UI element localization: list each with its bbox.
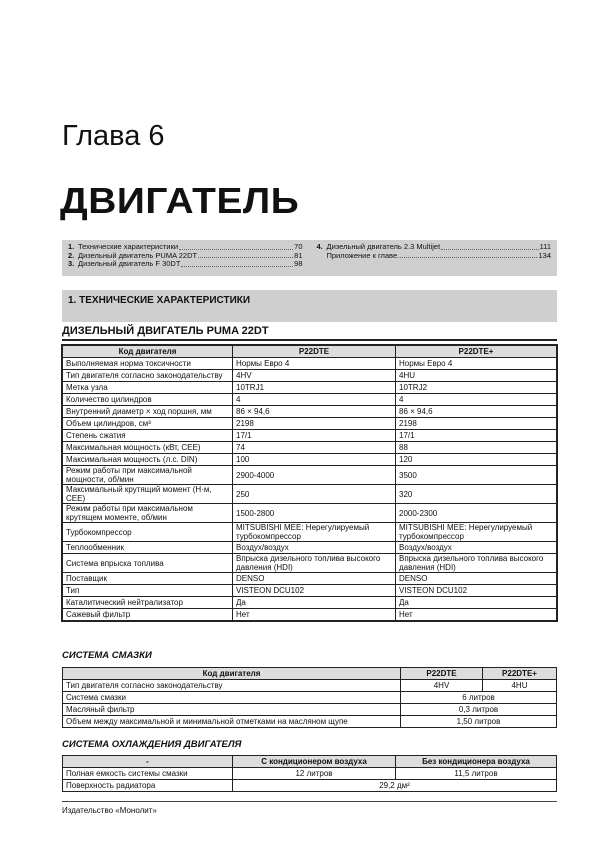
table-cell: Масляный фильтр xyxy=(63,704,401,716)
toc-number: 3. xyxy=(68,259,75,268)
table-row xyxy=(63,430,557,442)
toc-page: 134 xyxy=(538,250,551,260)
toc-number xyxy=(317,252,327,261)
table-cell: Метка узла xyxy=(63,382,233,394)
table-cell: 0,3 литров xyxy=(401,704,557,716)
table-cell: VISTEON DCU102 xyxy=(233,585,396,597)
table-cell: DENSO xyxy=(396,573,557,585)
table-cell: 3500 xyxy=(396,466,557,485)
table-row xyxy=(63,370,557,382)
toc-entry[interactable] xyxy=(68,260,303,269)
toc-label: Приложение к главе xyxy=(326,250,398,260)
table-cell: Выполняемая норма токсичности xyxy=(63,358,233,370)
table-row xyxy=(63,406,557,418)
table-row xyxy=(63,442,557,454)
table-cell: Воздух/воздух xyxy=(233,542,396,554)
table-cell: 17/1 xyxy=(233,430,396,442)
table-row xyxy=(63,692,557,704)
table-row xyxy=(63,394,557,406)
table-cell: Нормы Евро 4 xyxy=(233,358,396,370)
table-row xyxy=(63,716,557,728)
column-header: - xyxy=(63,756,233,768)
engine-spec-table xyxy=(62,345,557,621)
column-header: Код двигателя xyxy=(63,668,401,680)
table-cell: 10TRJ2 xyxy=(396,382,557,394)
section-header: 1. ТЕХНИЧЕСКИЕ ХАРАКТЕРИСТИКИ xyxy=(62,290,557,322)
table-cell: Каталитический нейтрализатор xyxy=(63,597,233,609)
column-header: P22DTE xyxy=(401,668,483,680)
table-cell: Турбокомпрессор xyxy=(63,523,233,542)
table-cell: Система впрыска топлива xyxy=(63,554,233,573)
chapter-label: Глава 6 xyxy=(62,120,165,152)
table-cell: 6 литров xyxy=(401,692,557,704)
table-row xyxy=(63,609,557,621)
table-cell: 29,2 дм² xyxy=(233,780,557,792)
table-row xyxy=(63,704,557,716)
table-cell: 2198 xyxy=(396,418,557,430)
column-header: Код двигателя xyxy=(63,346,233,358)
table-cell: Поставщик xyxy=(63,573,233,585)
table-cell: 88 xyxy=(396,442,557,454)
footer-publisher: Издательство «Монолит» xyxy=(62,801,557,815)
table-cell: Нет xyxy=(396,609,557,621)
column-header: P22DTE+ xyxy=(396,346,557,358)
table-cell: Режим работы при максимальном крутящем моменте, об/мин xyxy=(63,504,233,523)
table-cell: MITSUBISHI MEE: Нерегулируемый турбокомпрессор xyxy=(396,523,557,542)
table-cell: 100 xyxy=(233,454,396,466)
table-cell: 4HU xyxy=(396,370,557,382)
table-cell: Теплообменник xyxy=(63,542,233,554)
table-cell: MITSUBISHI MEE: Нерегулируемый турбокомпрессор xyxy=(233,523,396,542)
subheading: ДИЗЕЛЬНЫЙ ДВИГАТЕЛЬ PUMA 22DT xyxy=(62,325,557,341)
table-cell: Полная емкость системы смазки xyxy=(63,768,233,780)
table-row xyxy=(63,768,557,780)
toc-label: Дизельный двигатель 2.3 Multijet xyxy=(326,242,441,251)
table-cell: VISTEON DCU102 xyxy=(396,585,557,597)
toc-label: Технические характеристики xyxy=(78,242,179,251)
table-cell: 10TRJ1 xyxy=(233,382,396,394)
table-row xyxy=(63,554,557,573)
table-cell: Внутренний диаметр × ход поршня, мм xyxy=(63,406,233,418)
toc-column-left xyxy=(68,243,303,273)
lubrication-heading: СИСТЕМА СМАЗКИ xyxy=(62,650,152,661)
table-cell: 4 xyxy=(233,394,396,406)
toc-page: 70 xyxy=(294,242,303,251)
table-cell: Впрыска дизельного топлива высокого давления (HDI) xyxy=(396,554,557,573)
table-cell: 4HV xyxy=(233,370,396,382)
table-row xyxy=(63,780,557,792)
table-row xyxy=(63,573,557,585)
column-header: P22DTE+ xyxy=(483,668,557,680)
toc-leader xyxy=(441,243,538,250)
toc-column-right xyxy=(317,243,552,273)
table-cell: 17/1 xyxy=(396,430,557,442)
toc-leader xyxy=(179,243,293,250)
table-cell: 74 xyxy=(233,442,396,454)
toc-label: Дизельный двигатель PUMA 22DT xyxy=(78,250,198,260)
table-cell: 1500-2800 xyxy=(233,504,396,523)
table-cell: Объем цилиндров, см³ xyxy=(63,418,233,430)
table-of-contents xyxy=(62,240,557,276)
table-cell: Тип xyxy=(63,585,233,597)
table-cell: Да xyxy=(396,597,557,609)
table-cell: Нормы Евро 4 xyxy=(396,358,557,370)
table-cell: Режим работы при максимальной мощности, об/мин xyxy=(63,466,233,485)
cooling-table xyxy=(62,755,557,792)
toc-leader xyxy=(181,260,293,267)
table-cell: Тип двигателя согласно законодательству xyxy=(63,680,401,692)
toc-page: 81 xyxy=(294,250,303,260)
table-cell: 1,50 литров xyxy=(401,716,557,728)
table-row xyxy=(63,597,557,609)
table-cell: 320 xyxy=(396,485,557,504)
table-row xyxy=(63,485,557,504)
toc-leader xyxy=(398,252,537,259)
table-cell: 4HV xyxy=(401,680,483,692)
table-row xyxy=(63,523,557,542)
table-row xyxy=(63,418,557,430)
table-row xyxy=(63,382,557,394)
table-cell: 120 xyxy=(396,454,557,466)
toc-label: Дизельный двигатель F 30DT xyxy=(78,259,181,268)
table-cell: Поверхность радиатора xyxy=(63,780,233,792)
table-row xyxy=(63,454,557,466)
table-row xyxy=(63,466,557,485)
table-cell: Система смазки xyxy=(63,692,401,704)
column-header: P22DTE xyxy=(233,346,396,358)
table-row xyxy=(63,358,557,370)
table-cell: Тип двигателя согласно законодательству xyxy=(63,370,233,382)
table-cell: DENSO xyxy=(233,573,396,585)
table-row xyxy=(63,585,557,597)
table-cell: Степень сжатия xyxy=(63,430,233,442)
table-cell: 2198 xyxy=(233,418,396,430)
table-cell: 86 × 94,6 xyxy=(233,406,396,418)
toc-leader xyxy=(198,252,293,259)
table-cell: Объем между максимальной и минимальной отметками на масляном щупе xyxy=(63,716,401,728)
lubrication-table xyxy=(62,667,557,728)
toc-entry[interactable] xyxy=(317,252,552,261)
table-cell: 4 xyxy=(396,394,557,406)
toc-number: 4. xyxy=(316,242,323,251)
table-cell: Воздух/воздух xyxy=(396,542,557,554)
table-row xyxy=(63,542,557,554)
table-cell: Количество цилиндров xyxy=(63,394,233,406)
toc-page: 111 xyxy=(539,242,551,251)
table-cell: 2900-4000 xyxy=(233,466,396,485)
table-cell: 250 xyxy=(233,485,396,504)
table-cell: Максимальная мощность (кВт, CEE) xyxy=(63,442,233,454)
table-cell: 86 × 94,6 xyxy=(396,406,557,418)
table-row xyxy=(63,680,557,692)
table-cell: Максимальная мощность (л.с. DIN) xyxy=(63,454,233,466)
page-title: ДВИГАТЕЛЬ xyxy=(60,180,300,221)
table-row xyxy=(63,504,557,523)
table-cell: 4HU xyxy=(483,680,557,692)
toc-number: 1. xyxy=(68,242,75,251)
table-cell: Да xyxy=(233,597,396,609)
table-cell: Впрыска дизельного топлива высокого давления (HDI) xyxy=(233,554,396,573)
column-header: С кондиционером воздуха xyxy=(233,756,396,768)
table-cell: 2000-2300 xyxy=(396,504,557,523)
table-cell: 12 литров xyxy=(233,768,396,780)
table-cell: Нет xyxy=(233,609,396,621)
cooling-heading: СИСТЕМА ОХЛАЖДЕНИЯ ДВИГАТЕЛЯ xyxy=(62,739,242,750)
toc-number: 2. xyxy=(68,250,75,260)
table-cell: 11,5 литров xyxy=(396,768,557,780)
table-cell: Сажевый фильтр xyxy=(63,609,233,621)
table-cell: Максимальный крутящий момент (Н·м, CEE) xyxy=(63,485,233,504)
toc-page: 98 xyxy=(294,259,303,268)
column-header: Без кондиционера воздуха xyxy=(396,756,557,768)
